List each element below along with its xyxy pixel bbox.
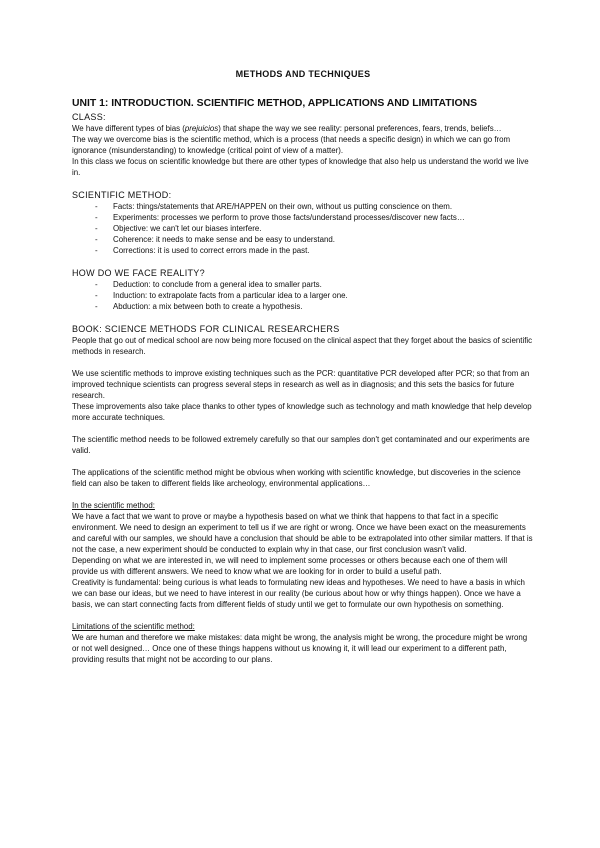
class-paragraph-2: The way we overcome bias is the scientific method, which is a process (that needs a specific design) in which we can go from ignorance (misunderstanding) to knowledge (critical point of view of a matter).	[72, 135, 511, 155]
class-paragraph-1: We have different types of bias (prejuicios) that shape the way we see reality: personal preferences, fears, trends, beliefs…	[72, 124, 502, 133]
list-item: - Coherence: it needs to make sense and be easy to understand.	[95, 234, 534, 245]
limitations-paragraph-1: We are human and therefore we make mistakes: data might be wrong, the analysis might be wrong, the procedure might be wrong or not well designed… Once one of these things happens without us knowing it, it will lead our experiment to a different path, providing results that might not be according to our plans.	[72, 633, 528, 664]
class-heading: CLASS:	[72, 112, 106, 122]
face-reality-heading: HOW DO WE FACE REALITY?	[72, 268, 205, 278]
list-item: - Facts: things/statements that ARE/HAPPEN on their own, without us putting conscience on them.	[95, 201, 534, 212]
unit-title: UNIT 1: INTRODUCTION. SCIENTIFIC METHOD, APPLICATIONS AND LIMITATIONS	[72, 98, 478, 109]
document-page	[72, 68, 534, 665]
prejuicios-italic: prejuicios	[184, 124, 219, 133]
book-paragraph-4: The scientific method needs to be followed extremely carefully so that our samples don't get contaminated and our experiments are valid.	[72, 435, 530, 455]
in-method-heading: In the scientific method:	[72, 501, 155, 510]
face-reality-list	[72, 279, 534, 312]
scientific-method-list	[72, 201, 534, 256]
in-method-paragraph-1: We have a fact that we want to prove or maybe a hypothesis based on what we think that happens to that fact in a specific environment. We need to design an experiment to tell us if we are right or wrong. Once we have been exact on the measurements and careful with our samples, we should have a conclusion that should be able to be extrapolated into other similar matters. If that is not the case, a new experiment should be conducted to explain why in that case, our first conclusion wasn't valid.	[72, 512, 533, 554]
list-item: - Induction: to extrapolate facts from a particular idea to a larger one.	[95, 290, 534, 301]
scientific-method-heading: SCIENTIFIC METHOD:	[72, 190, 172, 200]
in-method-paragraph-2: Depending on what we are interested in, we will need to implement some processes or others because each one of them will provide us with different answers. We need to know what we are looking for in order to build a useful path.	[72, 556, 508, 576]
book-paragraph-3: These improvements also take place thanks to other types of knowledge such as technology and math knowledge that help develop more accurate techniques.	[72, 402, 532, 422]
limitations-heading: Limitations of the scientific method:	[72, 622, 195, 631]
list-item: - Experiments: processes we perform to prove those facts/understand processes/discover new facts…	[95, 212, 534, 223]
book-heading: BOOK: SCIENCE METHODS FOR CLINICAL RESEARCHERS	[72, 324, 340, 334]
book-paragraph-2: We use scientific methods to improve existing techniques such as the PCR: quantitative PCR developed after PCR; so that from an improved technique scientists can progress several steps in research as well as in diagnosis; and this sets the basics for future research.	[72, 369, 530, 400]
list-item: - Objective: we can't let our biases interfere.	[95, 223, 534, 234]
class-paragraph-3: In this class we focus on scientific knowledge but there are other types of knowledge that also help us understand the world we live in.	[72, 157, 529, 177]
list-item: - Abduction: a mix between both to create a hypothesis.	[95, 301, 534, 312]
book-paragraph-5: The applications of the scientific method might be obvious when working with scientific knowledge, but discoveries in the science field can also be taken to different fields like archeology, environmental applications…	[72, 468, 521, 488]
list-item: - Corrections: it is used to correct errors made in the past.	[95, 245, 534, 256]
list-item: - Deduction: to conclude from a general idea to smaller parts.	[95, 279, 534, 290]
book-paragraph-1: People that go out of medical school are now being more focused on the clinical aspect that they forget about the basics of scientific methods in research.	[72, 336, 533, 356]
in-method-paragraph-3: Creativity is fundamental: being curious is what leads to formulating new ideas and hypotheses. We need to have a basis in which we can base our ideas, but we need to have interest in our reality (be curious about how or why things happen). Once we have a basis, we can start connecting facts from different fields of study until we get to formulate our own hypothesis on something.	[72, 578, 525, 609]
document-title: METHODS AND TECHNIQUES	[235, 69, 371, 79]
